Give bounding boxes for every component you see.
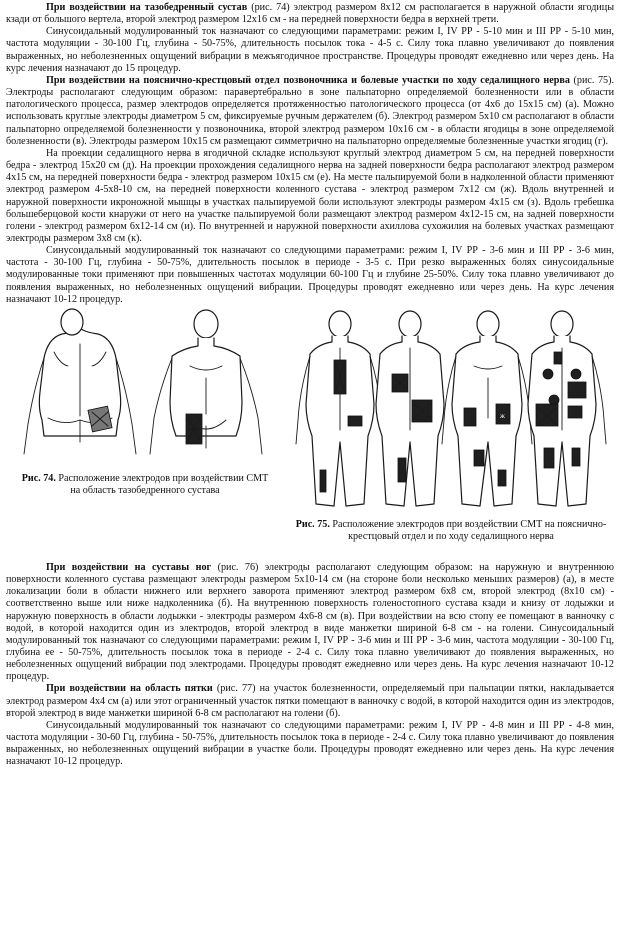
back-view-figure	[24, 309, 136, 454]
paragraph-sciatic-nerve: На проекции седалищного нерва в ягодичной складке используют круглый электрод диаметром 5 см, на передней поверхности бедра - электрод 15х20 см (д). На проекции прохождения седалищного нерва на задней поверхности бедра располагают электрод размером 4х15 см, на передней поверхности бедра - электрод размером 10х15 см (е). На месте пальпируемой боли в надколенной области применяют электрод размером 4-5х8-10 см, на передней поверхности коленного сустава - электрод размером 7х12 см (ж). Вдоль внутренней и наружной поверхности икроножной мышцы в участках пальпируемой боли используют электроды размером 4х15 см (з). Вдоль гребешка большеберцовой кости кнаружи от него на участке пальпируемой боли размещают электрод размером 4х12-15 см, на задней поверхности голени - электрод размером 6х12-14 см (и). По внутренней и наружной поверхности ахиллова сухожилия на болевых участках размещают электроды размером 3х8 см (к).	[6, 147, 614, 244]
figure-74-illustration	[20, 308, 268, 460]
figure-74-caption: Рис. 74. Расположение электродов при воздействии СМТ на область тазобедренного сустава	[21, 472, 269, 497]
heading-lumbosacral: При воздействии на пояснично-крестцовый отдел позвоночника и болевые участки по ходу седалищного нерва	[46, 74, 570, 86]
figure-75	[288, 308, 614, 561]
paragraph-hip-joint: При воздействии на тазобедренный сустав (рис. 74) электрод размером 8х12 см располагается в наружной области ягодицы кзади от большого вертела, второй электрод размером 12х16 см - на передней поверхности бедра в верхней трети.	[6, 2, 615, 26]
figure-75-front-view	[442, 311, 532, 506]
paragraph-hip-params: Синусоидальный модулированный ток назначают со следующими параметрами: режим I, IV РР - 5-10 мин и III РР - 5-10 мин, частота модуляции - 30-100 Гц, глубина - 50-75%, длительность посылок тока - 4-5 с. Силу тока плавно увеличивают до появления выраженных, но неболезненных ощущений вибрации в межъягодичное пространстве. Процедуры проводят ежедневно или через день. На курс лечения назначают до 15 процедур.	[6, 26, 614, 74]
heading-hip-joint: При воздействии на тазобедренный сустав	[46, 2, 248, 13]
letter-zh: ж	[500, 411, 505, 420]
figure-75-back-view-3	[528, 311, 606, 506]
figure-75-back-view	[296, 311, 384, 506]
heading-heel: При воздействии на область пятки	[46, 683, 213, 695]
paragraph-leg-joints: При воздействии на суставы ног (рис. 76) электроды располагают следующим образом: на наружную и внутреннюю поверхности коленного сустава размещают электроды размером 5х10-14 см (на стороне боли несколько меньших размеров) (а), в месте локализации боли в области нижнего или верхнего заворота применяют электрод размером 6х8 см, второй электрод (8х10 см) - соответственно выше или ниже надколенника (б). На внутреннюю поверхность голеностопного сустава кзади и книзу от лодыжки и наружную поверхность в области лодыжки - электроды размером 4х6-8 см (в). При воздействии на всю стопу ее помещают в ванночку с водой, в которой находится один из электродов, второй электрод в виде манжетки шириной 6-8 см - на голени. Синусоидальный модулированный ток назначают со следующими параметрами: режим I, IV РР - 3-6 мин и III РР - 3-6 мин, частота модуляции - 30-100 Гц, глубина ее - 50-75%, длительность посылок тока в периоде - 2-4 с. Силу тока плавно увеличивают до появления выраженных, но неболезненных ощущений вибрации под электродами. Процедуры проводят ежедневно или через день. На курс лечения назначают 10-12 процедур.	[6, 561, 614, 683]
paragraph-lumbosacral-params: Синусоидальный модулированный ток назначают со следующими параметрами: режим I, IV РР - 3-6 мин и III РР - 3-6 мин, частота - 30-100 Гц, глубина - 50-75%, длительность посылок в периоде - 3-5 с. При резко выраженных болях синусоидальные модулированные токи применяют при повышенных частотах модуляции 60-100 Гц и глубине 25-50%. Силу тока плавно увеличивают до появления выраженных, но неболезненных ощущений вибрации. Процедуры проводят ежедневно или через день. На курс лечения назначают 10-12 процедур.	[6, 245, 614, 305]
heading-leg-joints: При воздействии на суставы ног	[46, 561, 212, 573]
figure-75-caption: Рис. 75. Расположение электродов при воздействии СМТ на пояснично-крестцовый отдел и по ходу седалищного нерва	[295, 518, 607, 543]
figure-74	[6, 308, 286, 561]
figure-75-illustration	[288, 308, 614, 515]
paragraph-heel: При воздействии на область пятки (рис. 77) на участок болезненности, определяемый при пальпации пятки, накладывается электрод размером 4х4 см (а) или этот ограниченный участок пятки помещают в ванночку с водой, в которой находится один из электродов, второй электрод в виде манжетки шириной 6-8 см располагают на голени (б).	[6, 683, 614, 719]
letter-a-1: а	[346, 397, 350, 406]
paragraph-lumbosacral: При воздействии на пояснично-крестцовый отдел позвоночника и болевые участки по ходу седалищного нерва (рис. 75). Электроды располагают следующим образом: паравертебрально в зоне пальпаторно определяемой болезненности или в области патологического процесса, размер электродов определяется протяженностью патологического процесса (от 4х6 до 15х15 см) (а). Можно использовать круглые электроды диаметром 5 см, фиксируемые ручным держателем (б). Электрод размером 5х10 см располагают в области пальпаторно определяемой болезненности у позвоночника, второй электрод размером 10х16 см - в области ягодицы в зоне определяемой болезненности (в). Электроды размером 10х15 см размещают симметрично на пальпаторно определяемые болезненные участки ягодиц (г).	[6, 74, 614, 147]
figure-75-back-view-2	[376, 311, 444, 506]
figures-row	[6, 308, 614, 561]
front-view-figure	[150, 310, 262, 454]
paragraph-heel-params: Синусоидальный модулированный ток назначают со следующими параметрами: режим I, IV РР - 4-8 мин и III РР - 4-8 мин, частота модуляции - 30-60 Гц, глубина - 50-75%, длительность посылок тока в периоде - 2-4 с. Силу тока плавно увеличивают до появления выраженных, но неболезненных ощущений вибрации в участке боли. Процедуры проводят ежедневно или через день. На курс лечения назначают 10-12 процедур.	[6, 719, 614, 768]
